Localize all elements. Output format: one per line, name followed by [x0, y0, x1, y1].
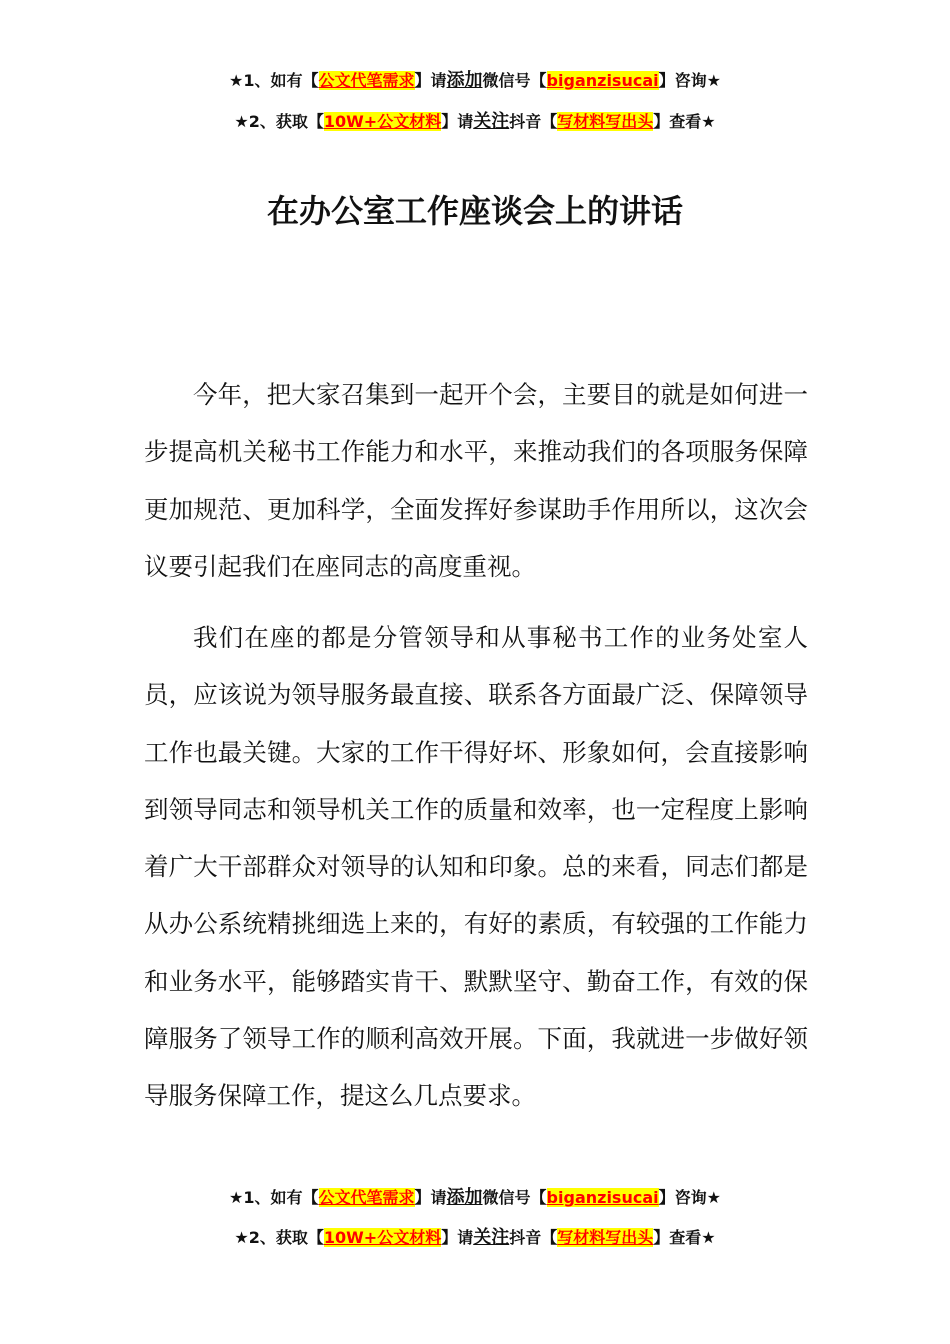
banner-text: 】请: [414, 1188, 447, 1207]
bottom-banner-line-2: [0, 1227, 950, 1249]
banner-text: 】请: [441, 112, 474, 131]
banner-highlight: biganzisucai: [546, 1188, 659, 1207]
banner-text: 微信号【: [482, 71, 547, 90]
top-banner-line-1: [0, 70, 950, 92]
body-paragraph-1: 今年，把大家召集到一起开个会，主要目的就是如何进一步提高机关秘书工作能力和水平，来推动我们的各项服务保障更加规范、更加科学，全面发挥好参谋助手作用所以，这次会议要引起我们在座同志的高度重视。: [144, 380, 808, 581]
banner-underlined: 关注: [473, 1227, 510, 1248]
banner-underlined: 关注: [473, 111, 510, 132]
banner-text: ★2、获取【: [234, 1228, 324, 1247]
bottom-banner-line-1: [0, 1187, 950, 1209]
banner-text: ★1、如有【: [229, 71, 319, 90]
banner-text: 】咨询★: [658, 71, 721, 90]
banner-text: 】查看★: [653, 112, 716, 131]
banner-highlight: 10W+公文材料: [323, 1228, 442, 1247]
banner-underlined: 添加: [446, 70, 483, 91]
banner-text: 】咨询★: [658, 1188, 721, 1207]
banner-highlight: 10W+公文材料: [323, 112, 442, 131]
banner-underlined: 添加: [446, 1187, 483, 1208]
banner-text: 】请: [414, 71, 447, 90]
banner-highlight: 写材料写出头: [557, 1228, 654, 1247]
banner-text: 】请: [441, 1228, 474, 1247]
banner-highlight: 公文代笔需求: [318, 71, 415, 90]
banner-text: 微信号【: [482, 1188, 547, 1207]
document-title: 在办公室工作座谈会上的讲话: [266, 192, 683, 230]
banner-text: ★1、如有【: [229, 1188, 319, 1207]
banner-text: 】查看★: [653, 1228, 716, 1247]
banner-text: 抖音【: [509, 1228, 558, 1247]
top-banner-line-2: [0, 111, 950, 133]
banner-highlight: 公文代笔需求: [318, 1188, 415, 1207]
banner-highlight: biganzisucai: [546, 71, 659, 90]
banner-text: 抖音【: [509, 112, 558, 131]
body-paragraph-2: 我们在座的都是分管领导和从事秘书工作的业务处室人员，应该说为领导服务最直接、联系各方面最广泛、保障领导工作也最关键。大家的工作干得好坏、形象如何，会直接影响到领导同志和领导机关工作的质量和效率，也一定程度上影响着广大干部群众对领导的认知和印象。总的来看，同志们都是从办公系统精挑细选上来的，有好的素质，有较强的工作能力和业务水平，能够踏实肯干、默默坚守、勤奋工作，有效的保障服务了领导工作的顺利高效开展。下面，我就进一步做好领导服务保障工作，提这么几点要求。: [144, 623, 808, 1111]
banner-text: ★2、获取【: [234, 112, 324, 131]
banner-highlight: 写材料写出头: [557, 112, 654, 131]
